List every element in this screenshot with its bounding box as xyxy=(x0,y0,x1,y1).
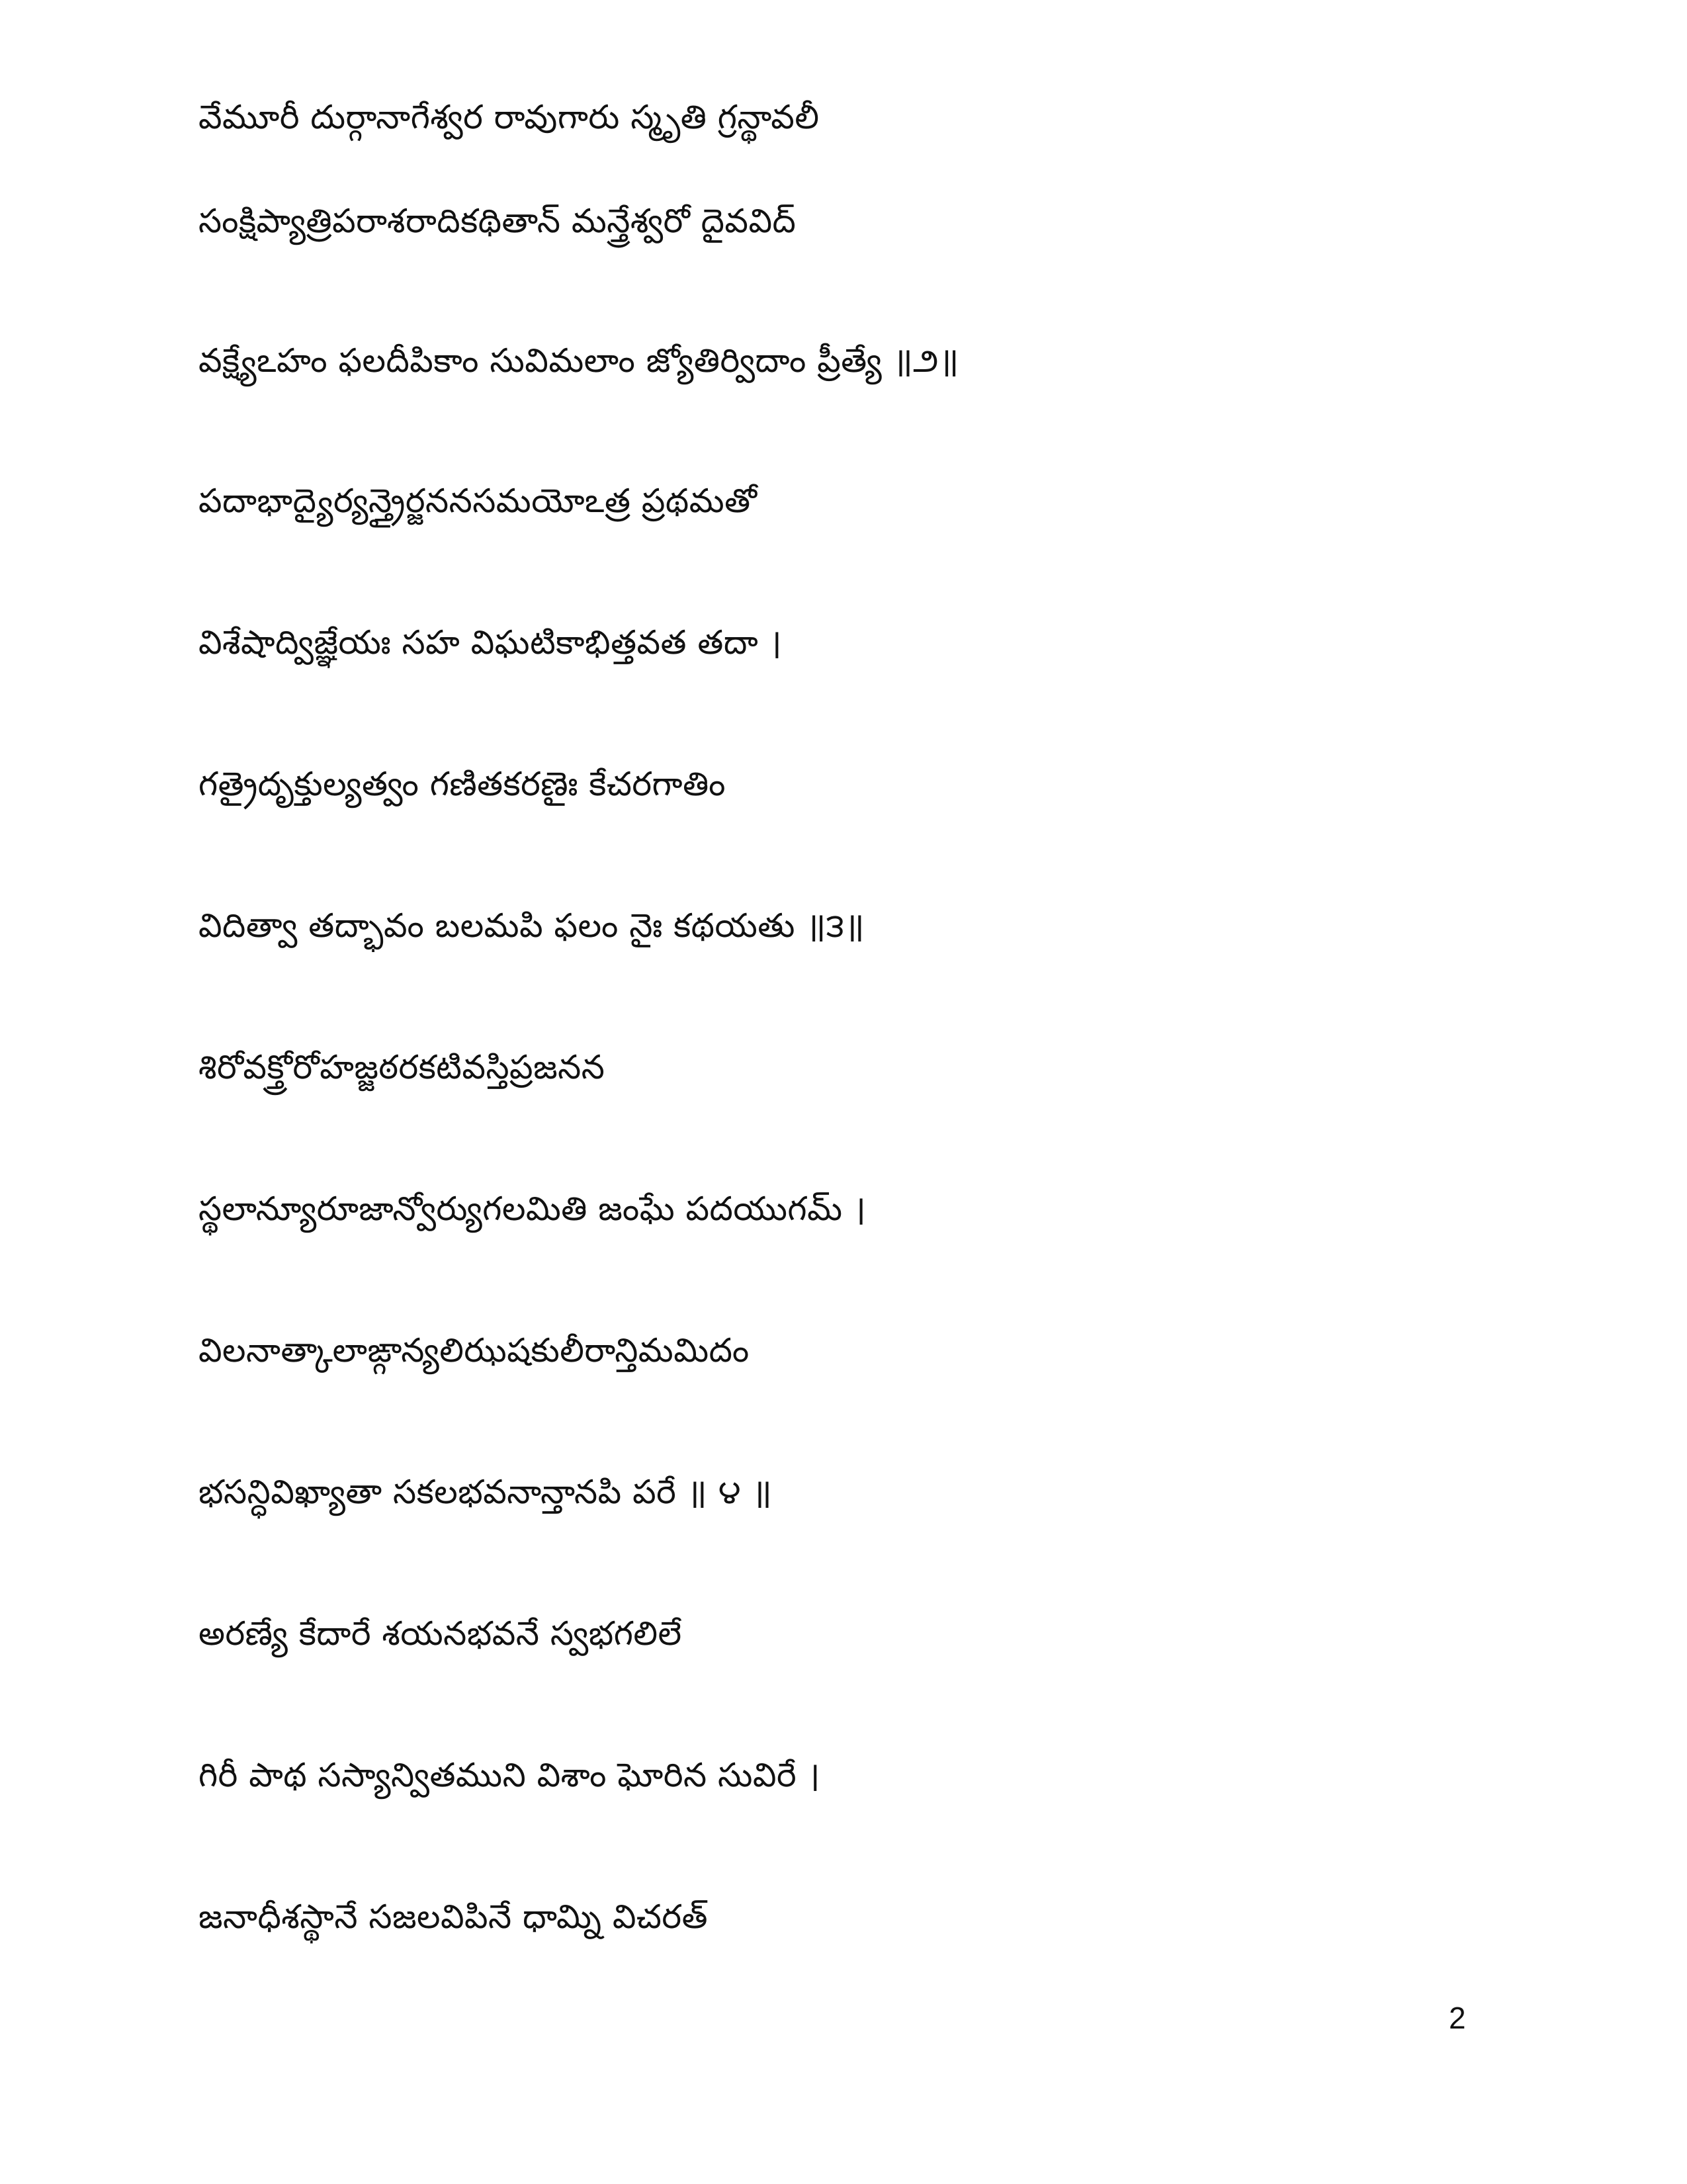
text-line-13: గిరీ పాథ సస్యాన్వితముని విశాం ఘోరిన సువిరే । xyxy=(198,1756,820,1794)
text-line-4: పదాభాద్యైర్యన్త్రైర్జననసమయోఽత్ర ప్రథమతో xyxy=(198,482,757,520)
text-line-14: జనాధీశస్థానే సజలవిపినే ధామ్ని విచరత్ xyxy=(198,1898,708,1936)
text-line-6: గత్రైదృక్తుల్యత్వం గణితకరణైః కేచరగాతిం xyxy=(198,765,726,803)
text-line-5: విశేషాద్విజ్ఞేయః సహ విఘటికాభిత్తవత తదా । xyxy=(198,623,783,662)
text-line-8: శిరోవక్త్రోరోహజ్జఠరకటివస్తిప్రజనన xyxy=(198,1048,605,1086)
page-number: 2 xyxy=(1449,2001,1466,2035)
text-line-12: అరణ్యే కేదారే శయనభవనే స్వభగలిలే xyxy=(198,1614,682,1653)
text-line-11: భసన్ధివిఖ్యాతా సకలభవనాన్తానపి పరే ॥ ౪ ॥ xyxy=(198,1473,773,1511)
text-line-3: వక్ష్యేఽహం ఫలదీపికాం సువిమలాం జ్యోతిర్విదాం ప్రీత్యే ॥౨॥ xyxy=(198,341,959,380)
text-line-7: విదిత్వా తద్భావం బలమపి ఫలం నైః కథయతు ॥౩॥ xyxy=(198,906,865,945)
text-line-10: విలనాత్కాలాఙ్గాన్యలిఝషకులీరాన్తిమమిదం xyxy=(198,1331,750,1370)
text-line-9: స్థలాన్యూరూజాన్వోర్యుగలమితి జంఘే పదయుగమ్ । xyxy=(198,1190,867,1228)
text-line-1: వేమూరీ దుర్గానాగేశ్వర రావుగారు స్మృతి గ్రన్థావలీ xyxy=(198,98,820,136)
text-line-2: సంక్షిప్యాత్రిపరాశరాదికథితాన్ మన్త్రేశ్వరో దైవవిద్ xyxy=(198,202,797,240)
